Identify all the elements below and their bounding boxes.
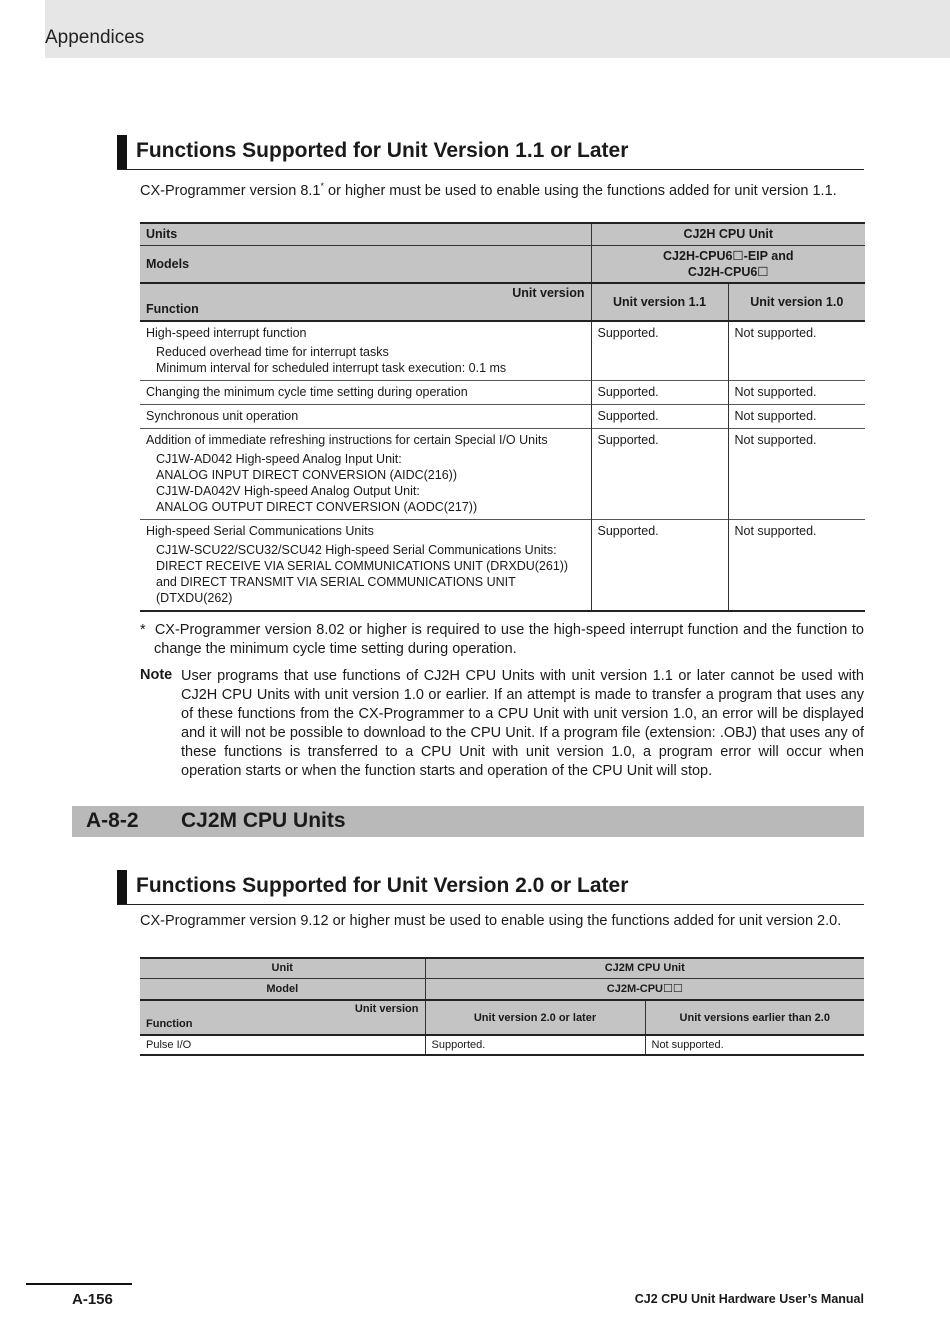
function-details bbox=[146, 451, 585, 515]
models-value bbox=[591, 245, 865, 283]
table-row bbox=[140, 381, 865, 405]
header-bar bbox=[45, 0, 950, 58]
unit-version-label: Unit version bbox=[512, 286, 585, 300]
col-header-earlier: Unit versions earlier than 2.0 bbox=[645, 1000, 864, 1035]
function-version-header bbox=[140, 283, 591, 321]
models-value-line: CJ2H-CPU6☐-EIP and bbox=[663, 248, 794, 263]
function-label: Function bbox=[146, 302, 199, 316]
v11-cell: Supported. bbox=[591, 520, 728, 612]
table-row bbox=[140, 520, 865, 612]
footer-line bbox=[26, 1283, 132, 1285]
section1-heading bbox=[117, 135, 864, 170]
table-row bbox=[140, 223, 865, 245]
section2-heading bbox=[117, 870, 864, 905]
units-value: CJ2H CPU Unit bbox=[591, 223, 865, 245]
function-name: Changing the minimum cycle time setting during operation bbox=[146, 385, 468, 399]
function-cell bbox=[140, 381, 591, 405]
table-row bbox=[140, 1000, 864, 1035]
unit-version-2-0-table bbox=[140, 957, 864, 1056]
page-number: A-156 bbox=[72, 1291, 113, 1308]
function-details bbox=[146, 344, 585, 376]
table-row bbox=[140, 429, 865, 520]
note-label: Note bbox=[140, 667, 173, 683]
col-header-v20: Unit version 2.0 or later bbox=[425, 1000, 645, 1035]
v10-cell: Not supported. bbox=[734, 524, 817, 538]
col-header-v10: Unit version 1.0 bbox=[728, 283, 865, 321]
units-label: Units bbox=[140, 223, 591, 245]
section-title: CJ2M CPU Units bbox=[181, 809, 346, 832]
v11-cell: Supported. bbox=[591, 321, 728, 381]
unit-version-1-1-table bbox=[140, 222, 865, 612]
models-value-line: CJ2H-CPU6☐ bbox=[687, 264, 769, 279]
function-cell bbox=[140, 321, 591, 381]
function-detail: and DIRECT TRANSMIT VIA SERIAL COMMUNICATIONS UNIT bbox=[156, 575, 516, 589]
function-detail: Minimum interval for scheduled interrupt task execution: 0.1 ms bbox=[156, 361, 507, 375]
function-label: Function bbox=[146, 1018, 193, 1030]
v11-cell: Supported. bbox=[591, 429, 728, 520]
function-cell bbox=[140, 405, 591, 429]
function-detail: DIRECT RECEIVE VIA SERIAL COMMUNICATIONS UNIT (DRXDU(261)) bbox=[156, 559, 569, 573]
v11-cell: Supported. bbox=[591, 405, 728, 429]
footnote bbox=[140, 621, 864, 659]
v10-cell: Not supported. bbox=[734, 326, 817, 340]
section-number: A-8-2 bbox=[86, 809, 139, 832]
v11-cell: Supported. bbox=[591, 381, 728, 405]
intro-footnote-mark: * bbox=[320, 181, 325, 191]
v10-cell: Not supported. bbox=[734, 433, 817, 447]
v20-cell: Supported. bbox=[425, 1035, 645, 1055]
function-details bbox=[146, 542, 585, 606]
function-name: High-speed interrupt function bbox=[146, 326, 307, 340]
table-row bbox=[140, 1035, 864, 1055]
heading-marker bbox=[117, 870, 127, 904]
unit-value: CJ2M CPU Unit bbox=[425, 958, 864, 978]
function-cell bbox=[140, 520, 591, 612]
function-detail: ANALOG OUTPUT DIRECT CONVERSION (AODC(217)) bbox=[156, 500, 478, 514]
v10-cell: Not supported. bbox=[734, 385, 817, 399]
function-detail: CJ1W-AD042 High-speed Analog Input Unit: bbox=[156, 452, 402, 466]
table-row bbox=[140, 283, 865, 321]
function-name: Synchronous unit operation bbox=[146, 409, 299, 423]
function-detail: ANALOG INPUT DIRECT CONVERSION (AIDC(216)) bbox=[156, 468, 457, 482]
section2-intro: CX-Programmer version 9.12 or higher must be used to enable using the functions added for unit version 2.0. bbox=[140, 913, 842, 929]
function-name: Addition of immediate refreshing instructions for certain Special I/O Units bbox=[146, 433, 548, 447]
footnote-mark: * bbox=[140, 622, 146, 638]
function-detail: CJ1W-DA042V High-speed Analog Output Unit: bbox=[156, 484, 420, 498]
unit-label: Unit bbox=[140, 958, 425, 978]
section1-intro bbox=[140, 177, 864, 201]
table-row bbox=[140, 958, 864, 978]
earlier-cell: Not supported. bbox=[651, 1039, 724, 1051]
unit-version-label: Unit version bbox=[354, 1003, 419, 1015]
function-cell bbox=[140, 429, 591, 520]
function-detail: (DTXDU(262) bbox=[156, 591, 233, 605]
function-cell: Pulse I/O bbox=[140, 1035, 425, 1055]
table-row bbox=[140, 245, 865, 283]
section-bar bbox=[72, 806, 864, 837]
manual-title: CJ2 CPU Unit Hardware User’s Manual bbox=[634, 1292, 864, 1306]
model-label: Model bbox=[140, 978, 425, 1000]
table2-body bbox=[140, 1035, 864, 1055]
function-version-header bbox=[140, 1000, 425, 1035]
intro-pre: CX-Programmer version 8.1 bbox=[140, 182, 321, 199]
function-detail: Reduced overhead time for interrupt tasks bbox=[156, 345, 389, 359]
header-title: Appendices bbox=[45, 27, 145, 48]
models-label: Models bbox=[140, 245, 591, 283]
heading-marker bbox=[117, 135, 127, 169]
function-detail: CJ1W-SCU22/SCU32/SCU42 High-speed Serial Communications Units: bbox=[156, 543, 557, 557]
function-name: High-speed Serial Communications Units bbox=[146, 524, 374, 538]
model-value: CJ2M-CPU☐☐ bbox=[425, 978, 864, 1000]
table-row bbox=[140, 321, 865, 381]
section1-heading-text: Functions Supported for Unit Version 1.1 or Later bbox=[136, 139, 629, 162]
footnote-text: CX-Programmer version 8.02 or higher is required to use the high-speed interrupt function and the function to change the minimum cycle time setting during operation. bbox=[154, 622, 864, 657]
table-row bbox=[140, 978, 864, 1000]
section2-heading-text: Functions Supported for Unit Version 2.0 or Later bbox=[136, 874, 629, 897]
v10-cell: Not supported. bbox=[734, 409, 817, 423]
intro-post: or higher must be used to enable using the functions added for unit version 1.1. bbox=[324, 182, 837, 199]
table1-body bbox=[140, 321, 865, 611]
note-text: User programs that use functions of CJ2H CPU Units with unit version 1.1 or later cannot be used with CJ2H CPU Units with unit version 1.0 or earlier. If an attempt is made to transfer a program that uses any of these functions from the CX-Programmer to a CPU Unit with unit version 1.0, an error will be displayed and it will not be possible to download to the CPU Unit. If a program file (extension: .OBJ) that uses any of these functions is transferred to a CPU Unit with unit version 1.0, a program error will occur when operation starts or when the function starts and operation of the CPU Unit will stop. bbox=[181, 668, 864, 779]
table-row bbox=[140, 405, 865, 429]
col-header-v11: Unit version 1.1 bbox=[591, 283, 728, 321]
